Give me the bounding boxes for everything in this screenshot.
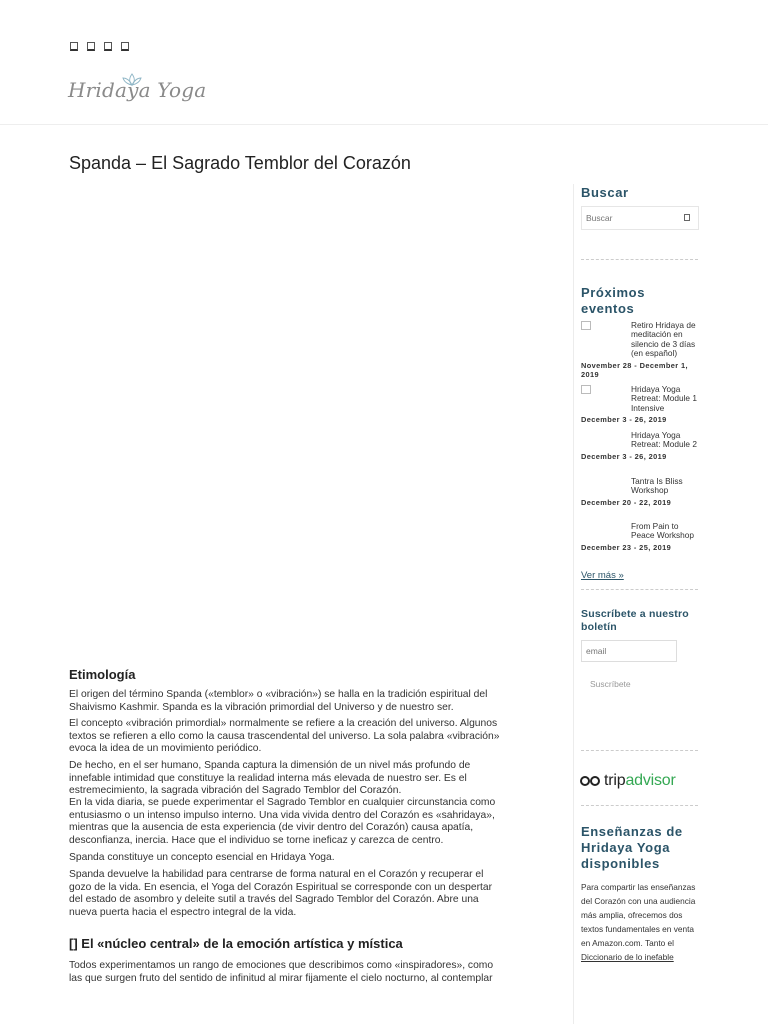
event-item[interactable]: [581, 385, 701, 425]
page-title: Spanda – El Sagrado Temblor del Corazón: [69, 153, 411, 173]
event-item[interactable]: [581, 477, 701, 507]
newsletter-widget: [581, 608, 701, 633]
paragraph-text: El concepto «vibración primordial» normalmente se refiere a la creación del universo. Algunos textos se refieren a ello como la causa trascendental del universo. La sola palabra «vibración» evoca la idea de un movimiento periódico.: [69, 718, 500, 755]
paragraph-text: En la vida diaria, se puede experimentar el Sagrado Temblor en cualquier circunstancia como entusiasmo o un intenso impulso interno. Una vida vivida dentro del Corazón es «sahridaya», mientras que la ausencia de esta experiencia (de vivir dentro del Corazón) causa apatía, desconfianza, inercia. Hace que el individuo se torne ineficaz y carezca de centro.: [69, 797, 496, 846]
events-widget: [581, 285, 701, 317]
article-paragraph-3: [69, 760, 502, 798]
event-image-icon: [581, 321, 591, 330]
tripadvisor-badge[interactable]: [580, 772, 676, 790]
paragraph-text: Spanda constituye un concepto esencial en Hridaya Yoga.: [69, 852, 335, 863]
event-item[interactable]: [581, 431, 701, 461]
facebook-icon[interactable]: [70, 42, 78, 51]
search-widget: [581, 185, 701, 201]
teachings-body: Para compartir las enseñanzas del Corazón con una audiencia más amplia, ofrecemos dos textos fundamentales en venta en Amazon.com. Tanto el: [581, 882, 696, 948]
tripadvisor-logo-text: [604, 772, 676, 790]
article-paragraph-7: [69, 960, 502, 985]
article-paragraph-4: [69, 797, 502, 847]
paragraph-text: El origen del término Spanda («temblor» o «vibración») se halla en la tradición espiritual del Shaivismo Kashmir. Spanda es la vibración primordial del Universo y de nuestro ser.: [69, 689, 488, 713]
section-heading-etimologia: Etimología: [69, 667, 136, 682]
events-widget-title: Próximos eventos: [581, 285, 646, 316]
event-title[interactable]: From Pain to Peace Workshop: [631, 521, 695, 541]
widget-divider: [581, 259, 698, 260]
see-more-events-link[interactable]: Ver más »: [581, 570, 624, 581]
event-date: December 3 - 26, 2019: [581, 415, 667, 425]
dictionary-link[interactable]: Diccionario de lo inefable: [581, 952, 674, 962]
youtube-icon[interactable]: [121, 42, 129, 51]
event-title[interactable]: Hridaya Yoga Retreat: Module 1 Intensive: [631, 384, 697, 413]
widget-divider: [581, 750, 698, 751]
search-form: [581, 206, 699, 230]
twitter-icon[interactable]: [87, 42, 95, 51]
tripadvisor-text-a: trip: [604, 772, 626, 789]
event-title[interactable]: Retiro Hridaya de meditación en silencio de 3 días (en español): [631, 320, 696, 359]
paragraph-text: Spanda devuelve la habilidad para centrarse de forma natural en el Corazón y recuperar el gozo de la vida. En esencia, el Yoga del Corazón Espiritual se corresponde con un despertar del estado de asombro y deleite sutil a través del Sagrado Temblor del Corazón. Abre una nueva puerta hacia el espectro integral de la vida.: [69, 869, 493, 918]
event-date: December 20 - 22, 2019: [581, 497, 672, 507]
search-icon[interactable]: [684, 214, 690, 221]
search-input[interactable]: [582, 207, 676, 229]
event-image-icon: [581, 385, 591, 394]
sidebar-border: [573, 184, 574, 1024]
newsletter-widget-title: Suscríbete a nuestro boletín: [581, 608, 689, 633]
social-icons: [70, 42, 129, 51]
event-title[interactable]: Tantra Is Bliss Workshop: [631, 476, 683, 496]
header-divider: [0, 124, 768, 125]
event-title[interactable]: Hridaya Yoga Retreat: Module 2: [631, 430, 697, 450]
event-item[interactable]: [581, 522, 701, 552]
article-paragraph-6: [69, 869, 502, 919]
event-item[interactable]: [581, 321, 701, 379]
instagram-icon[interactable]: [104, 42, 112, 51]
event-date: December 3 - 26, 2019: [581, 451, 667, 461]
article-heading-nucleo-wrap: [69, 938, 502, 951]
article-paragraph-5: [69, 852, 502, 865]
tripadvisor-owl-icon: [580, 775, 602, 788]
tripadvisor-text-b: advisor: [625, 772, 676, 789]
teachings-widget: [581, 824, 701, 872]
event-date: November 28 - December 1, 2019: [581, 360, 688, 380]
paragraph-text: De hecho, en el ser humano, Spanda captura la dimensión de un nivel más profundo de innefable intimidad que constituye la realidad interna más elevada de nuestro ser. Es el estremecimiento, la sagrada vibración del Sagrado Temblor del Corazón.: [69, 760, 471, 797]
email-field[interactable]: [581, 640, 677, 662]
teachings-text: [581, 880, 699, 964]
article-paragraph-1: [69, 689, 502, 714]
event-date: December 23 - 25, 2019: [581, 542, 672, 552]
widget-divider: [581, 589, 698, 590]
search-widget-title: Buscar: [581, 185, 629, 200]
widget-divider: [581, 805, 698, 806]
subscribe-button[interactable]: Suscríbete: [590, 679, 631, 689]
article-heading-etimologia-wrap: [69, 669, 502, 682]
section-heading-nucleo-central: [] El «núcleo central» de la emoción artística y mística: [69, 936, 403, 951]
article-paragraph-2: [69, 718, 502, 756]
logo-text: Hridaya Yoga: [68, 78, 207, 102]
paragraph-text: Todos experimentamos un rango de emociones que describimos como «inspiradores», como las que surgen fruto del sentido de infinitud al mirar fijamente el cielo nocturno, al contemplar: [69, 960, 494, 984]
teachings-widget-title: Enseñanzas de Hridaya Yoga disponibles: [581, 824, 683, 871]
site-logo[interactable]: [68, 72, 208, 106]
